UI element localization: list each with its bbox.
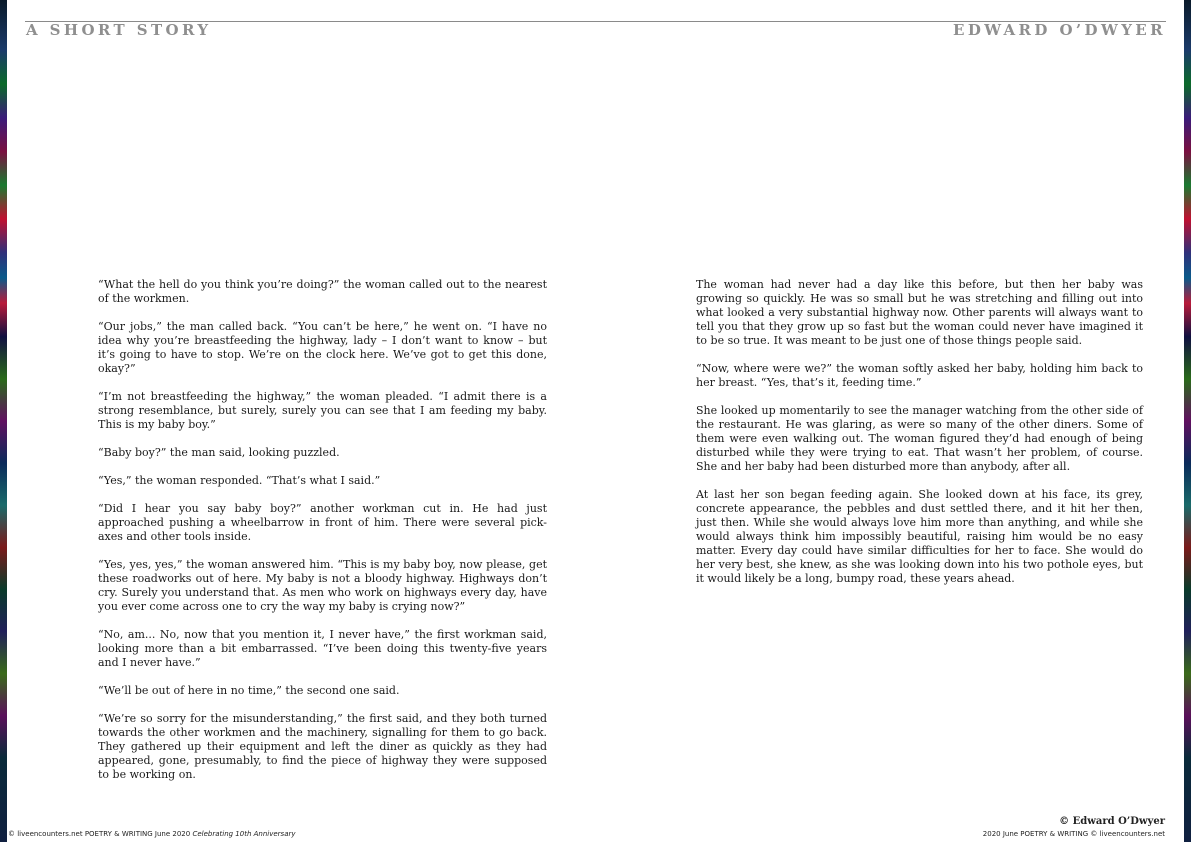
paragraph: “Did I hear you say baby boy?” another workman cut in. He had just approached pushing a wheelbarrow in front of him. There were several pick-axes and other tools inside. — [98, 502, 547, 543]
paragraph: At last her son began feeding again. She looked down at his face, its grey, concrete appearance, the pebbles and dust settled there, and it hit her then, just then. While she would always love him more than anything, and while she would always think him impossibly beautiful, raising him would be no easy matter. Every day could have similar difficulties for her to face. She would do her very best, she knew, as she was looking down into his two pothole eyes, but it would likely be a long, bumpy road, these years ahead. — [696, 488, 1143, 585]
footer-left-anniversary: Celebrating 10th Anniversary — [192, 830, 296, 838]
paragraph: “Yes,” the woman responded. “That’s what I said.” — [98, 474, 381, 487]
paragraph: “Baby boy?” the man said, looking puzzled. — [98, 446, 340, 459]
author-name: EDWARD O’DWYER — [952, 21, 1166, 39]
story-column-right — [696, 278, 1143, 600]
left-decorative-strip — [0, 0, 7, 842]
paragraph: The woman had never had a day like this before, but then her baby was growing so quickly. He was so small but he was stretching and filling out into what looked a very substantial highway now. Other parents will always want to tell you that they grow up so fast but the woman could never have imagined it to be so true. It was meant to be just one of those things people said. — [696, 278, 1143, 347]
paragraph: “Yes, yes, yes,” the woman answered him. “This is my baby boy, now please, get these roadworks out of here. My baby is not a bloody highway. Highways don’t cry. Surely you understand that. As men who work on highways every day, have you ever come across one to cry the way my baby is crying now?” — [98, 558, 547, 613]
copyright-line: © Edward O’Dwyer — [1059, 816, 1165, 827]
story-column-left — [98, 278, 547, 796]
paragraph: “Our jobs,” the man called back. “You can’t be here,” he went on. “I have no idea why you’re breastfeeding the highway, lady – I don’t want to know – but it’s going to have to stop. We’re on the clock here. We’ve got to get this done, okay?” — [98, 320, 547, 375]
right-decorative-strip — [1184, 0, 1191, 842]
footer-left — [8, 830, 296, 838]
paragraph: “We’ll be out of here in no time,” the second one said. — [98, 684, 400, 697]
footer-right: 2020 June POETRY & WRITING © liveencounters.net — [982, 830, 1165, 838]
paragraph: “We’re so sorry for the misunderstanding,” the first said, and they both turned towards the other workmen and the machinery, signalling for them to go back. They gathered up their equipment and left the diner as quickly as they had appeared, gone, presumably, to find the piece of highway they were supposed to be working on. — [98, 712, 547, 781]
section-title: A SHORT STORY — [26, 21, 212, 39]
paragraph: “What the hell do you think you’re doing?” the woman called out to the nearest of the workmen. — [98, 278, 547, 305]
paragraph: “No, am... No, now that you mention it, I never have,” the first workman said, looking more than a bit embarrassed. “I’ve been doing this twenty-five years and I never have.” — [98, 628, 547, 669]
paragraph: “Now, where were we?” the woman softly asked her baby, holding him back to her breast. “Yes, that’s it, feeding time.” — [696, 362, 1143, 389]
paragraph: “I’m not breastfeeding the highway,” the woman pleaded. “I admit there is a strong resemblance, but surely, surely you can see that I am feeding my baby. This is my baby boy.” — [98, 390, 547, 431]
paragraph: She looked up momentarily to see the manager watching from the other side of the restaurant. He was glaring, as were so many of the other diners. Some of them were even walking out. The woman figured they’d had enough of being disturbed while they were trying to eat. That wasn’t her problem, of course. She and her baby had been disturbed more than anybody, after all. — [696, 404, 1143, 473]
footer-left-text: © liveencounters.net POETRY & WRITING June 2020 — [8, 830, 191, 838]
